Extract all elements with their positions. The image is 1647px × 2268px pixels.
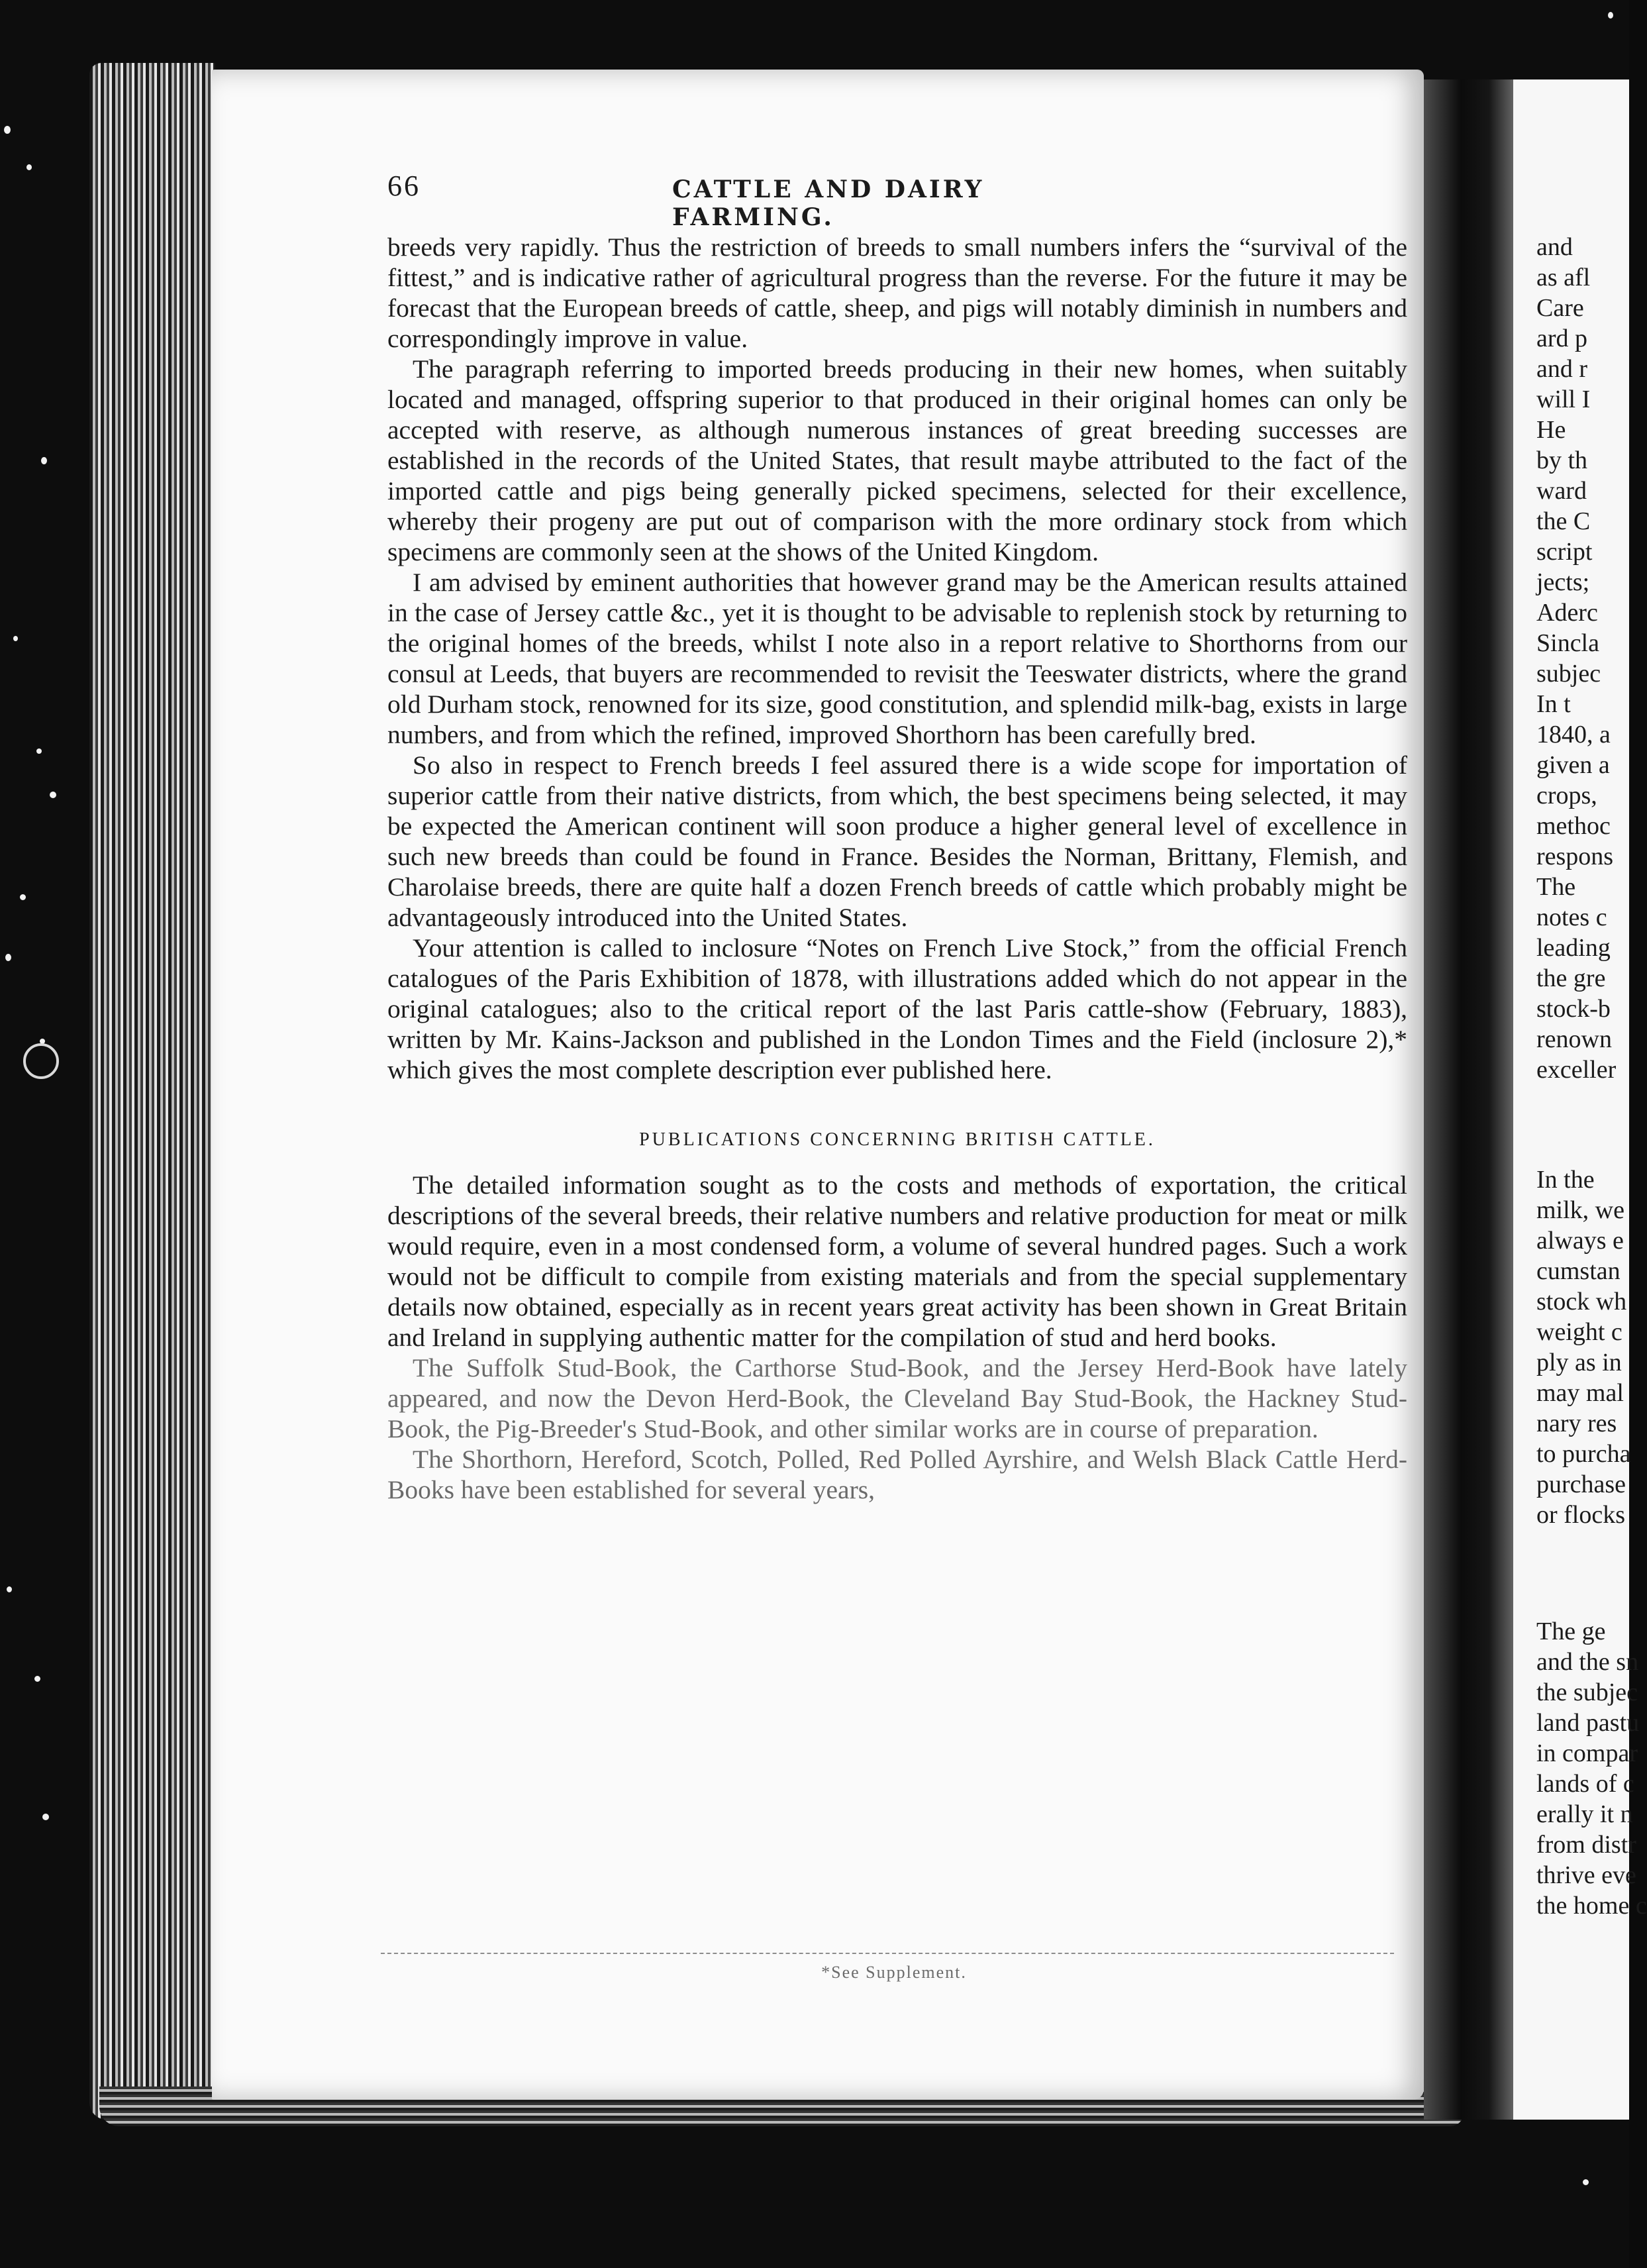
facing-page-text xyxy=(1536,232,1647,1921)
facing-spacer xyxy=(1536,1085,1647,1164)
book-gutter xyxy=(1424,79,1517,2120)
facing-line: ward xyxy=(1536,477,1587,505)
paragraph: Your attention is called to inclosure “Notes on French Live Stock,” from the official French catalogues of the Paris Exhibition of 1878, with illustrations added which do not appear in the original catalogues; also to the critical report of the last Paris cattle-show (February, 1883), written by Mr. Kains-Jackson and published in the London Times and the Field (inclosure 2),* which gives the most complete description ever published here. xyxy=(387,933,1407,1084)
dust-speck xyxy=(7,1586,12,1592)
facing-line: in compar xyxy=(1536,1739,1638,1767)
facing-line: crops, xyxy=(1536,782,1597,809)
facing-line: and r xyxy=(1536,355,1588,383)
facing-line: He xyxy=(1536,416,1566,444)
facing-line: and xyxy=(1536,233,1573,261)
running-head: CATTLE AND DAIRY FARMING. xyxy=(672,176,985,231)
facing-line: by th xyxy=(1536,446,1588,474)
paragraph: The Shorthorn, Hereford, Scotch, Polled, Red Polled Ayrshire, and Welsh Black Cattle Herd-Books have been established for several years, xyxy=(387,1445,1407,1504)
facing-line: and the sn xyxy=(1536,1648,1639,1676)
page-body xyxy=(387,232,1407,1505)
dust-speck xyxy=(13,636,18,641)
facing-line: thrive eve xyxy=(1536,1861,1636,1889)
facing-line: nary res xyxy=(1536,1410,1617,1437)
facing-line: the subjec xyxy=(1536,1678,1638,1706)
dust-speck xyxy=(50,792,56,798)
facing-line: land pastu xyxy=(1536,1709,1640,1737)
facing-line: Aderc xyxy=(1536,599,1598,627)
section-heading: PUBLICATIONS CONCERNING BRITISH CATTLE. xyxy=(639,1129,1156,1150)
book-page-edges xyxy=(89,63,215,2120)
facing-line: will I xyxy=(1536,386,1591,413)
paragraph: The detailed information sought as to the costs and methods of exportation, the critical descriptions of the several breeds, their relative numbers and relative production for meat or milk would require, even in a most condensed form, a volume of several hundred pages. Such a work would not be difficult to compile from existing materials and from the special supplementary details now obtained, especially as in recent years great activity has been shown in Great Britain and Ireland in supplying authentic matter for the compilation of stud and herd books. xyxy=(387,1170,1407,1352)
facing-line: purchase xyxy=(1536,1470,1626,1498)
facing-line: to purcha xyxy=(1536,1440,1631,1468)
facing-line: weight c xyxy=(1536,1318,1622,1346)
facing-line: the home c xyxy=(1536,1892,1647,1920)
facing-line: notes c xyxy=(1536,903,1607,931)
dust-speck xyxy=(42,1814,49,1820)
paragraph: breeds very rapidly. Thus the restriction of breeds to small numbers infers the “survival of the fittest,” and is indicative rather of agricultural progress than the reverse. For the future it may be forecast that the European breeds of cattle, sheep, and pigs will notably diminish in numbers and correspondingly improve in value. xyxy=(387,232,1407,353)
facing-line: 1840, a xyxy=(1536,721,1611,748)
footnote: *See Supplement. xyxy=(821,1963,967,1982)
footnote-rule xyxy=(381,1953,1394,1954)
facing-line: the C xyxy=(1536,507,1591,535)
facing-line: The xyxy=(1536,873,1576,901)
facing-line: respons xyxy=(1536,843,1614,870)
facing-line: ard p xyxy=(1536,325,1588,352)
paragraph: I am advised by eminent authorities that however grand may be the American results attained in the case of Jersey cattle &c., yet it is thought to be advisable to replenish stock by returning to the original homes of the breeds, whilst I note also in a report relative to Shorthorns from our consul at Leeds, that buyers are recommended to revisit the Teeswater districts, where the grand old Durham stock, renowned for its size, good constitution, and splendid milk-bag, exists in large numbers, and from which the refined, improved Shorthorn has been carefully bred. xyxy=(387,568,1407,749)
facing-line: script xyxy=(1536,538,1593,566)
dust-speck xyxy=(26,164,32,170)
dust-speck xyxy=(20,894,26,900)
facing-line: milk, we xyxy=(1536,1196,1624,1224)
paragraph: The Suffolk Stud-Book, the Carthorse Stud-Book, and the Jersey Herd-Book have lately appeared, and now the Devon Herd-Book, the Cleveland Bay Stud-Book, the Hackney Stud-Book, the Pig-Breeder's Stud-Book, and other similar works are in course of preparation. xyxy=(387,1353,1407,1443)
dust-speck xyxy=(5,954,11,961)
facing-line: stock-b xyxy=(1536,995,1611,1023)
page-header xyxy=(387,169,1149,231)
facing-line: cumstan xyxy=(1536,1257,1621,1285)
facing-line: Sincla xyxy=(1536,629,1599,657)
facing-line: The ge xyxy=(1536,1618,1606,1645)
facing-line: jects; xyxy=(1536,568,1590,596)
facing-line: ply as in xyxy=(1536,1349,1622,1376)
dust-ring xyxy=(23,1043,59,1079)
dust-speck xyxy=(36,748,42,754)
facing-line: erally it n xyxy=(1536,1800,1633,1828)
facing-line: In t xyxy=(1536,690,1571,718)
facing-line: leading xyxy=(1536,934,1611,962)
facing-spacer xyxy=(1536,1530,1647,1616)
paragraph: So also in respect to French breeds I feel assured there is a wide scope for importation of superior cattle from their native districts, from which, the best specimens being selected, it may be expected the American continent will soon produce a higher general level of excellence in such new breeds than could be found in France. Besides the Norman, Brittany, Flemish, and Charolaise breeds, there are quite half a dozen French breeds of cattle which probably might be advantageously introduced into the United States. xyxy=(387,750,1407,932)
facing-line: given a xyxy=(1536,751,1610,779)
dust-speck xyxy=(1608,12,1613,19)
paragraph: The paragraph referring to imported breeds producing in their new homes, when suitably located and managed, offspring superior to that produced in their original homes can only be accepted with reserve, as although numerous instances of great breeding successes are established in the records of the United States, that result maybe attributed to the fact of the imported cattle and pigs being generally picked specimens, selected for their excellence, whereby their progeny are put out of comparison with the more ordinary stock from which specimens are commonly seen at the shows of the United Kingdom. xyxy=(387,354,1407,566)
facing-line: Care xyxy=(1536,294,1584,322)
facing-line: or flocks xyxy=(1536,1501,1626,1529)
dust-speck xyxy=(1583,2179,1589,2185)
facing-line: from distr xyxy=(1536,1831,1636,1859)
page-number: 66 xyxy=(387,170,421,202)
facing-line: always e xyxy=(1536,1227,1624,1255)
facing-line: as afl xyxy=(1536,264,1591,291)
dust-speck xyxy=(34,1676,40,1682)
dust-speck xyxy=(4,126,11,134)
facing-line: lands of c xyxy=(1536,1770,1634,1798)
facing-line: methoc xyxy=(1536,812,1611,840)
facing-line: In the xyxy=(1536,1166,1595,1194)
facing-line: renown xyxy=(1536,1025,1612,1053)
facing-line: stock wh xyxy=(1536,1288,1627,1315)
facing-line: exceller xyxy=(1536,1056,1617,1084)
facing-line: the gre xyxy=(1536,964,1606,992)
facing-line: subjec xyxy=(1536,660,1601,688)
dust-speck xyxy=(41,457,47,464)
facing-line: may mal xyxy=(1536,1379,1624,1407)
